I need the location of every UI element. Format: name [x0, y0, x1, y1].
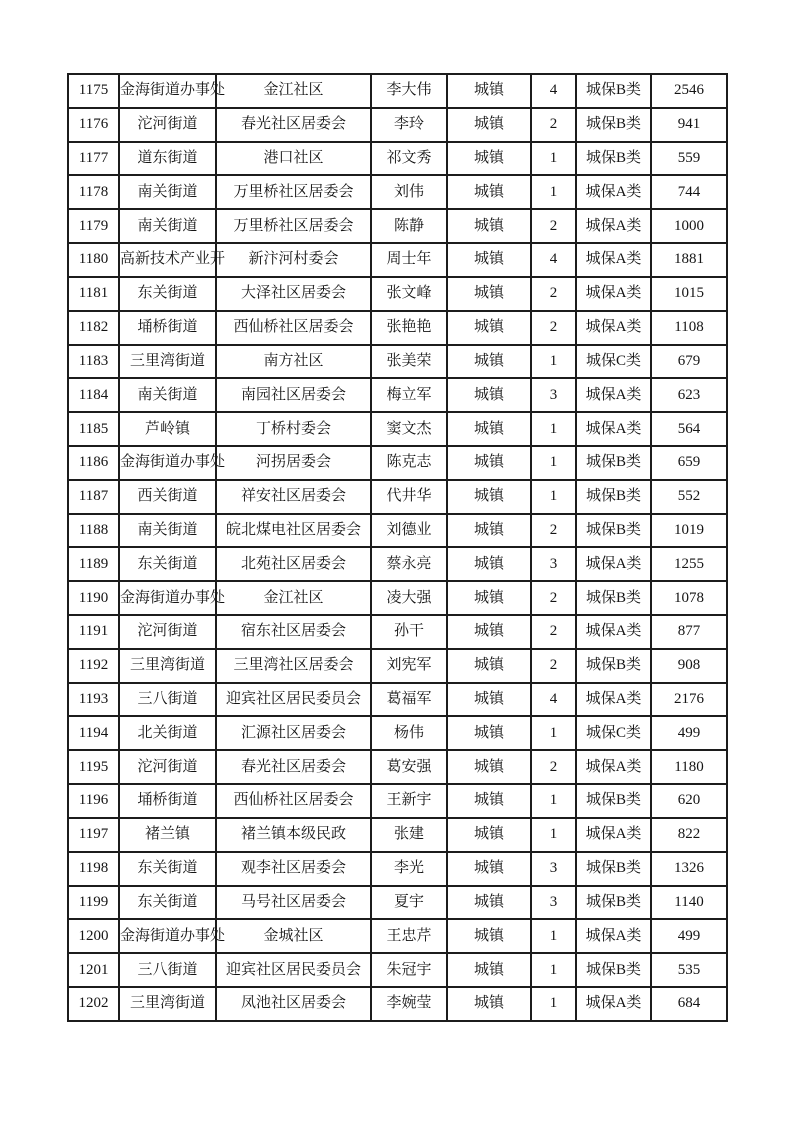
cell-count: 4 [531, 243, 576, 277]
cell-count: 4 [531, 683, 576, 717]
cell-category: 城保B类 [576, 852, 651, 886]
cell-residence: 城镇 [447, 74, 531, 108]
table-row [68, 175, 727, 209]
cell-community: 万里桥社区居委会 [216, 175, 371, 209]
cell-community: 春光社区居委会 [216, 108, 371, 142]
cell-serial: 1179 [68, 209, 119, 243]
table-row [68, 446, 727, 480]
cell-amount: 1108 [651, 311, 727, 345]
cell-count: 2 [531, 581, 576, 615]
table-row [68, 953, 727, 987]
table-row [68, 412, 727, 446]
table-row [68, 987, 727, 1021]
cell-residence: 城镇 [447, 649, 531, 683]
cell-count: 1 [531, 345, 576, 379]
cell-serial: 1183 [68, 345, 119, 379]
cell-category: 城保B类 [576, 886, 651, 920]
cell-street: 三八街道 [119, 683, 216, 717]
cell-person: 张建 [371, 818, 447, 852]
cell-residence: 城镇 [447, 919, 531, 953]
cell-community: 金城社区 [216, 919, 371, 953]
cell-category: 城保A类 [576, 683, 651, 717]
cell-count: 3 [531, 547, 576, 581]
cell-street: 芦岭镇 [119, 412, 216, 446]
cell-street: 西关街道 [119, 480, 216, 514]
cell-category: 城保A类 [576, 277, 651, 311]
cell-community: 万里桥社区居委会 [216, 209, 371, 243]
table-row [68, 750, 727, 784]
cell-person: 杨伟 [371, 716, 447, 750]
cell-person: 代井华 [371, 480, 447, 514]
cell-count: 1 [531, 919, 576, 953]
cell-person: 夏宇 [371, 886, 447, 920]
cell-person: 刘德业 [371, 514, 447, 548]
cell-amount: 1881 [651, 243, 727, 277]
cell-community: 马号社区居委会 [216, 886, 371, 920]
cell-residence: 城镇 [447, 378, 531, 412]
cell-amount: 2546 [651, 74, 727, 108]
cell-street: 三里湾街道 [119, 987, 216, 1021]
cell-serial: 1175 [68, 74, 119, 108]
cell-amount: 684 [651, 987, 727, 1021]
cell-category: 城保C类 [576, 716, 651, 750]
cell-community: 河拐居委会 [216, 446, 371, 480]
cell-person: 凌大强 [371, 581, 447, 615]
cell-amount: 1015 [651, 277, 727, 311]
cell-count: 2 [531, 108, 576, 142]
cell-serial: 1177 [68, 142, 119, 176]
cell-street: 东关街道 [119, 547, 216, 581]
table-row [68, 818, 727, 852]
cell-street: 金海街道办事处 [119, 446, 216, 480]
cell-street: 南关街道 [119, 378, 216, 412]
cell-category: 城保B类 [576, 142, 651, 176]
cell-residence: 城镇 [447, 581, 531, 615]
cell-serial: 1198 [68, 852, 119, 886]
cell-category: 城保A类 [576, 243, 651, 277]
cell-street: 沱河街道 [119, 615, 216, 649]
cell-count: 2 [531, 750, 576, 784]
cell-person: 李婉莹 [371, 987, 447, 1021]
cell-category: 城保B类 [576, 784, 651, 818]
cell-category: 城保A类 [576, 547, 651, 581]
cell-street: 南关街道 [119, 514, 216, 548]
cell-residence: 城镇 [447, 345, 531, 379]
cell-community: 三里湾社区居委会 [216, 649, 371, 683]
cell-count: 1 [531, 480, 576, 514]
cell-serial: 1182 [68, 311, 119, 345]
cell-residence: 城镇 [447, 852, 531, 886]
cell-serial: 1201 [68, 953, 119, 987]
cell-community: 北苑社区居委会 [216, 547, 371, 581]
cell-count: 2 [531, 209, 576, 243]
cell-street: 三里湾街道 [119, 345, 216, 379]
cell-category: 城保A类 [576, 378, 651, 412]
cell-serial: 1185 [68, 412, 119, 446]
cell-count: 1 [531, 716, 576, 750]
cell-residence: 城镇 [447, 987, 531, 1021]
cell-community: 春光社区居委会 [216, 750, 371, 784]
cell-person: 李大伟 [371, 74, 447, 108]
table-row [68, 74, 727, 108]
cell-street: 东关街道 [119, 886, 216, 920]
table-row [68, 716, 727, 750]
cell-serial: 1188 [68, 514, 119, 548]
cell-amount: 659 [651, 446, 727, 480]
cell-category: 城保B类 [576, 581, 651, 615]
cell-person: 蔡永亮 [371, 547, 447, 581]
cell-community: 南园社区居委会 [216, 378, 371, 412]
table-row [68, 277, 727, 311]
cell-serial: 1187 [68, 480, 119, 514]
cell-residence: 城镇 [447, 412, 531, 446]
table-row [68, 547, 727, 581]
cell-street: 北关街道 [119, 716, 216, 750]
cell-category: 城保A类 [576, 175, 651, 209]
cell-amount: 679 [651, 345, 727, 379]
cell-person: 刘伟 [371, 175, 447, 209]
cell-community: 金江社区 [216, 581, 371, 615]
cell-amount: 941 [651, 108, 727, 142]
cell-count: 1 [531, 446, 576, 480]
records-table-body [68, 74, 727, 1021]
cell-person: 张文峰 [371, 277, 447, 311]
cell-residence: 城镇 [447, 818, 531, 852]
cell-amount: 535 [651, 953, 727, 987]
cell-residence: 城镇 [447, 243, 531, 277]
cell-count: 1 [531, 784, 576, 818]
cell-serial: 1186 [68, 446, 119, 480]
cell-serial: 1178 [68, 175, 119, 209]
cell-serial: 1196 [68, 784, 119, 818]
cell-category: 城保A类 [576, 311, 651, 345]
cell-category: 城保A类 [576, 209, 651, 243]
cell-count: 3 [531, 886, 576, 920]
cell-person: 葛福军 [371, 683, 447, 717]
cell-residence: 城镇 [447, 209, 531, 243]
cell-amount: 499 [651, 716, 727, 750]
cell-community: 宿东社区居委会 [216, 615, 371, 649]
cell-serial: 1193 [68, 683, 119, 717]
cell-street: 金海街道办事处 [119, 74, 216, 108]
cell-community: 汇源社区居委会 [216, 716, 371, 750]
cell-count: 2 [531, 649, 576, 683]
cell-street: 金海街道办事处 [119, 919, 216, 953]
cell-residence: 城镇 [447, 683, 531, 717]
table-row [68, 378, 727, 412]
cell-community: 新汴河村委会 [216, 243, 371, 277]
cell-amount: 1326 [651, 852, 727, 886]
cell-serial: 1176 [68, 108, 119, 142]
table-row [68, 649, 727, 683]
cell-category: 城保B类 [576, 953, 651, 987]
cell-street: 金海街道办事处 [119, 581, 216, 615]
cell-count: 1 [531, 818, 576, 852]
cell-community: 凤池社区居委会 [216, 987, 371, 1021]
cell-count: 3 [531, 378, 576, 412]
cell-residence: 城镇 [447, 142, 531, 176]
cell-count: 1 [531, 987, 576, 1021]
cell-count: 1 [531, 142, 576, 176]
cell-person: 葛安强 [371, 750, 447, 784]
table-row [68, 784, 727, 818]
cell-count: 1 [531, 412, 576, 446]
cell-serial: 1181 [68, 277, 119, 311]
cell-person: 窦文杰 [371, 412, 447, 446]
cell-count: 2 [531, 277, 576, 311]
cell-street: 埇桥街道 [119, 784, 216, 818]
cell-count: 2 [531, 615, 576, 649]
cell-residence: 城镇 [447, 716, 531, 750]
cell-amount: 744 [651, 175, 727, 209]
cell-residence: 城镇 [447, 750, 531, 784]
cell-category: 城保B类 [576, 446, 651, 480]
cell-street: 南关街道 [119, 209, 216, 243]
cell-serial: 1202 [68, 987, 119, 1021]
cell-serial: 1191 [68, 615, 119, 649]
cell-serial: 1190 [68, 581, 119, 615]
cell-street: 道东街道 [119, 142, 216, 176]
cell-street: 三八街道 [119, 953, 216, 987]
cell-amount: 908 [651, 649, 727, 683]
cell-category: 城保B类 [576, 74, 651, 108]
cell-person: 王新宇 [371, 784, 447, 818]
cell-residence: 城镇 [447, 886, 531, 920]
cell-community: 褚兰镇本级民政 [216, 818, 371, 852]
cell-community: 西仙桥社区居委会 [216, 311, 371, 345]
cell-residence: 城镇 [447, 784, 531, 818]
cell-community: 南方社区 [216, 345, 371, 379]
cell-category: 城保A类 [576, 412, 651, 446]
cell-street: 沱河街道 [119, 750, 216, 784]
cell-count: 1 [531, 953, 576, 987]
table-row [68, 209, 727, 243]
cell-count: 4 [531, 74, 576, 108]
cell-amount: 552 [651, 480, 727, 514]
cell-amount: 559 [651, 142, 727, 176]
cell-amount: 623 [651, 378, 727, 412]
cell-amount: 1140 [651, 886, 727, 920]
cell-serial: 1189 [68, 547, 119, 581]
cell-amount: 620 [651, 784, 727, 818]
cell-person: 张美荣 [371, 345, 447, 379]
table-row [68, 108, 727, 142]
cell-person: 陈静 [371, 209, 447, 243]
table-row [68, 852, 727, 886]
cell-person: 刘宪军 [371, 649, 447, 683]
cell-person: 李光 [371, 852, 447, 886]
cell-serial: 1194 [68, 716, 119, 750]
cell-residence: 城镇 [447, 108, 531, 142]
table-row [68, 581, 727, 615]
cell-street: 南关街道 [119, 175, 216, 209]
cell-community: 金江社区 [216, 74, 371, 108]
cell-serial: 1184 [68, 378, 119, 412]
cell-amount: 877 [651, 615, 727, 649]
cell-residence: 城镇 [447, 547, 531, 581]
cell-residence: 城镇 [447, 446, 531, 480]
cell-community: 大泽社区居委会 [216, 277, 371, 311]
cell-community: 港口社区 [216, 142, 371, 176]
cell-residence: 城镇 [447, 175, 531, 209]
cell-street: 褚兰镇 [119, 818, 216, 852]
cell-amount: 499 [651, 919, 727, 953]
cell-community: 观李社区居委会 [216, 852, 371, 886]
cell-community: 丁桥村委会 [216, 412, 371, 446]
cell-category: 城保A类 [576, 919, 651, 953]
cell-amount: 1000 [651, 209, 727, 243]
table-row [68, 615, 727, 649]
cell-person: 王忠芹 [371, 919, 447, 953]
cell-community: 皖北煤电社区居委会 [216, 514, 371, 548]
cell-person: 张艳艳 [371, 311, 447, 345]
cell-person: 李玲 [371, 108, 447, 142]
cell-person: 孙干 [371, 615, 447, 649]
cell-community: 迎宾社区居民委员会 [216, 953, 371, 987]
cell-street: 三里湾街道 [119, 649, 216, 683]
cell-amount: 2176 [651, 683, 727, 717]
cell-community: 迎宾社区居民委员会 [216, 683, 371, 717]
cell-person: 梅立军 [371, 378, 447, 412]
cell-amount: 1019 [651, 514, 727, 548]
cell-person: 朱冠宇 [371, 953, 447, 987]
cell-serial: 1180 [68, 243, 119, 277]
cell-community: 祥安社区居委会 [216, 480, 371, 514]
cell-serial: 1200 [68, 919, 119, 953]
table-row [68, 311, 727, 345]
cell-person: 祁文秀 [371, 142, 447, 176]
cell-category: 城保B类 [576, 514, 651, 548]
table-row [68, 142, 727, 176]
cell-amount: 1180 [651, 750, 727, 784]
cell-count: 3 [531, 852, 576, 886]
cell-category: 城保A类 [576, 615, 651, 649]
cell-serial: 1195 [68, 750, 119, 784]
table-row [68, 514, 727, 548]
cell-category: 城保B类 [576, 649, 651, 683]
cell-residence: 城镇 [447, 615, 531, 649]
cell-category: 城保A类 [576, 987, 651, 1021]
cell-amount: 564 [651, 412, 727, 446]
cell-amount: 1255 [651, 547, 727, 581]
cell-street: 高新技术产业开 [119, 243, 216, 277]
table-row [68, 919, 727, 953]
cell-community: 西仙桥社区居委会 [216, 784, 371, 818]
cell-category: 城保B类 [576, 480, 651, 514]
cell-residence: 城镇 [447, 277, 531, 311]
cell-count: 2 [531, 514, 576, 548]
table-row [68, 480, 727, 514]
cell-category: 城保B类 [576, 108, 651, 142]
cell-category: 城保A类 [576, 818, 651, 852]
cell-serial: 1197 [68, 818, 119, 852]
cell-category: 城保A类 [576, 750, 651, 784]
table-row [68, 683, 727, 717]
records-table [67, 73, 728, 1022]
table-row [68, 886, 727, 920]
cell-residence: 城镇 [447, 480, 531, 514]
cell-street: 东关街道 [119, 277, 216, 311]
cell-street: 沱河街道 [119, 108, 216, 142]
cell-residence: 城镇 [447, 514, 531, 548]
cell-amount: 1078 [651, 581, 727, 615]
cell-category: 城保C类 [576, 345, 651, 379]
cell-person: 周士年 [371, 243, 447, 277]
cell-residence: 城镇 [447, 953, 531, 987]
table-row [68, 243, 727, 277]
cell-count: 1 [531, 175, 576, 209]
cell-person: 陈克志 [371, 446, 447, 480]
cell-street: 东关街道 [119, 852, 216, 886]
cell-count: 2 [531, 311, 576, 345]
cell-serial: 1199 [68, 886, 119, 920]
cell-street: 埇桥街道 [119, 311, 216, 345]
cell-serial: 1192 [68, 649, 119, 683]
table-row [68, 345, 727, 379]
cell-amount: 822 [651, 818, 727, 852]
cell-residence: 城镇 [447, 311, 531, 345]
